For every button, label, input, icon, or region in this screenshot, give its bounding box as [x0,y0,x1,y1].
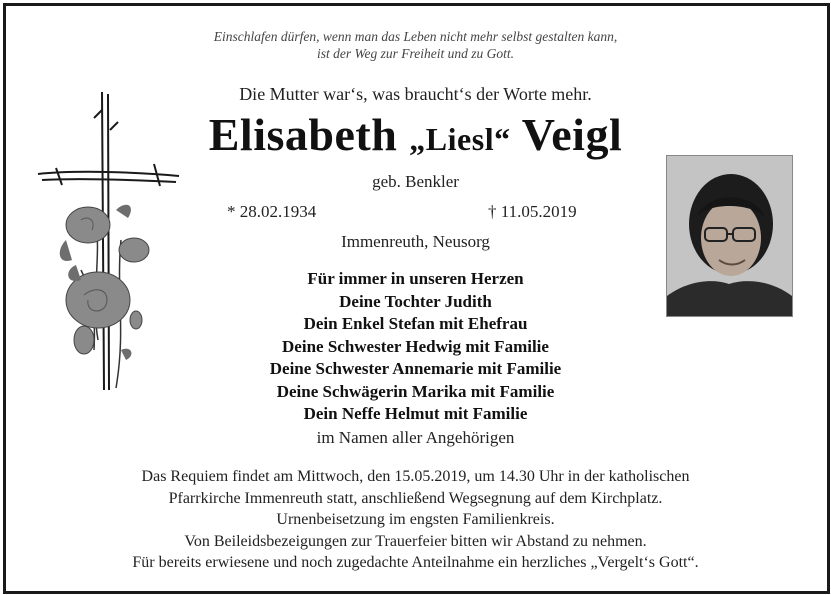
cross-with-roses-icon [36,90,181,395]
birth-date: * 28.02.1934 [227,202,317,221]
portrait-photo [666,155,793,317]
lead-line: Die Mutter war‘s, was braucht‘s der Worte mehr. [239,84,592,104]
first-name: Elisabeth [208,109,398,160]
motto-line-1: Einschlafen dürfen, wenn man das Leben nicht mehr selbst gestalten kann, [213,29,618,44]
portrait-image [667,156,792,316]
notice-line: Von Beileidsbezeigungen zur Trauerfeier bitten wir Abstand zu nehmen. [184,532,647,550]
funeral-notice [0,466,831,574]
mourner-line: Dein Neffe Helmut mit Familie [303,404,528,423]
motto [0,28,831,62]
maiden-name: geb. Benkler [372,172,459,191]
notice-line: Pfarrkirche Immenreuth statt, anschließend Wegsegnung auf dem Kirchplatz. [168,489,663,507]
death-date: † 11.05.2019 [488,202,577,221]
mourner-line: Deine Schwester Hedwig mit Familie [282,336,549,356]
mourner-line: Deine Tochter Judith [339,291,492,311]
nickname: „Liesl“ [409,121,511,157]
motto-line-2: ist der Weg zur Freiheit und zu Gott. [317,46,514,61]
closing-line: im Namen aller Angehörigen [316,428,515,447]
last-name: Veigl [521,109,623,160]
places: Immenreuth, Neusorg [341,232,490,251]
notice-line: Urnenbeisetzung im engsten Familienkreis. [276,511,555,528]
mourner-line: Deine Schwester Annemarie mit Familie [269,359,562,378]
mourner-line: Dein Enkel Stefan mit Ehefrau [303,314,528,333]
mourner-line: Deine Schwägerin Marika mit Familie [276,381,555,401]
notice-line: Für bereits erwiesene und noch zugedachte Anteilnahme ein herzliches „Vergelt‘s Gott“. [132,554,699,571]
notice-line: Das Requiem findet am Mittwoch, den 15.05.2019, um 14.30 Uhr in der katholischen [141,468,690,485]
mourner-line: Für immer in unseren Herzen [307,269,524,288]
